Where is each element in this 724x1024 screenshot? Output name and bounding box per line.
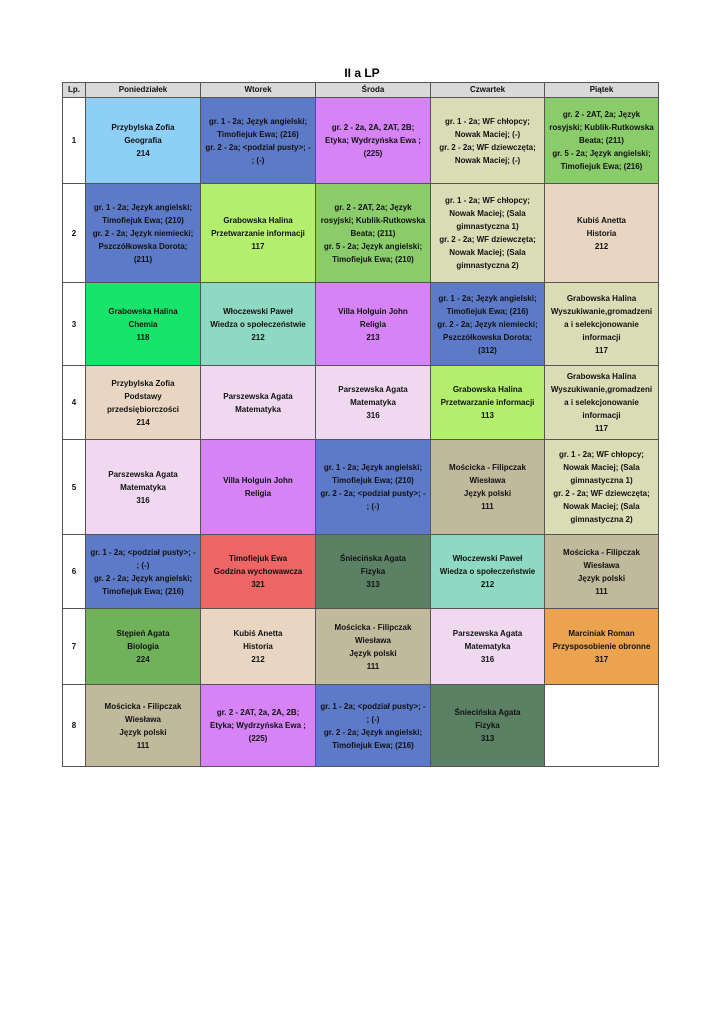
lesson-text: gimnastyczna 2) [570,515,633,524]
lesson-text: Język polski [463,489,512,498]
lesson-text: 117 [595,424,608,433]
lesson-text: gr. 1 - 2a; <podział pusty>; - [90,547,196,557]
lesson-text: Grabowska Halina [566,372,637,381]
lesson-cell-monday [86,535,201,609]
lesson-text: Marciniak Roman [568,629,635,638]
lesson-text: gr. 2 - 2a; <podział pusty>; - [205,142,311,152]
lesson-text: Matematyka [120,482,166,492]
lesson-row [63,535,659,609]
header-thursday: Czwartek [431,83,545,98]
lesson-cell-monday [86,609,201,685]
lesson-cell-monday [86,283,201,366]
lesson-text: gr. 2 - 2AT, 2a; Język [334,202,412,212]
lesson-cell-monday [86,440,201,535]
lesson-text: 212 [251,655,265,664]
lesson-number: 4 [63,366,86,440]
lesson-cell-thursday [431,609,545,685]
lesson-cell-wednesday [316,609,431,685]
header-monday: Poniedziałek [86,83,201,98]
lesson-text: Wiesława [469,476,506,485]
lesson-text: Fizyka [475,721,500,730]
lesson-text: Wiesława [125,714,161,724]
lesson-cell-tuesday [201,283,316,366]
lesson-text: Matematyka [464,642,511,651]
lesson-text: 118 [136,332,150,342]
lesson-text: gr. 2 - 2a; Język angielski; [93,573,193,583]
lesson-text: Timofiejuk Ewa; (216) [102,586,184,596]
header-tuesday: Wtorek [201,83,316,98]
lesson-text: Wiesława [355,635,391,645]
lesson-text: Geografia [124,136,162,145]
lesson-number: 1 [63,98,86,184]
lesson-text: Kubiś Anetta [233,629,283,638]
lesson-text: Villa Holguin John [223,476,293,485]
lesson-text: Język polski [577,573,626,583]
lesson-row [63,440,659,535]
lesson-cell-thursday [431,98,545,184]
lesson-text: Etyka; Wydrzyńska Ewa ; [210,721,306,730]
lesson-text: Parszewska Agata [223,391,293,401]
lesson-text: ; (-) [366,714,380,724]
lesson-text: Parszewska Agata [338,385,408,394]
lesson-cell-friday [545,366,659,440]
lesson-text: Etyka; Wydrzyńska Ewa ; [325,136,421,145]
lesson-cell-friday [545,184,659,283]
lesson-cell-monday [86,685,201,767]
lesson-cell-wednesday [316,366,431,440]
lesson-cell-thursday [431,184,545,283]
lesson-text: gimnastyczna 2) [456,261,519,270]
lesson-text: 316 [366,411,380,420]
lesson-text: ; (-) [136,560,150,570]
lesson-text: Mościcka - Filipczak [334,622,412,632]
lesson-text: rosyjski; Kublik-Rutkowska [320,215,426,225]
lesson-text: 317 [594,655,609,664]
lesson-text: Wiedza o społeczeństwie [439,567,536,576]
lesson-text: Timofiejuk Ewa; (216) [560,162,643,171]
lesson-text: 117 [251,241,265,251]
lesson-text: informacji [582,411,621,420]
lesson-text: Wyszukiwanie,gromadzeni [550,306,653,316]
lesson-number: 2 [63,184,86,283]
lesson-text: 111 [481,502,494,511]
lesson-text: gr. 2 - 2a; <podział pusty>; - [320,489,426,498]
lesson-text: przedsiębiorczości [106,404,180,414]
header-row [63,83,659,98]
lesson-text: ; (-) [251,155,265,165]
lesson-text: Historia [586,228,617,238]
lesson-text: 316 [136,495,150,505]
lesson-text: gr. 2 - 2a; WF dziewczęta; [439,142,536,152]
lesson-text: gr. 1 - 2a; Język angielski; [438,293,537,303]
lesson-text: Matematyka [235,404,281,414]
lesson-text: 213 [366,332,380,342]
lesson-cell-wednesday [316,98,431,184]
lesson-text: Timofiejuk Ewa; (216) [217,129,299,139]
lesson-text: gr. 2 - 2a; Język niemiecki; [437,319,538,329]
lesson-text: 313 [366,580,380,589]
lesson-text: Timofiejuk Ewa; (210) [332,254,414,264]
lesson-text: 316 [480,655,495,664]
lesson-text: Przetwarzanie informacji [211,228,305,238]
lesson-text: Wyszukiwanie,gromadzeni [550,385,653,394]
lesson-cell-tuesday [201,535,316,609]
lesson-text: informacji [582,332,621,342]
lesson-text: 212 [251,332,265,342]
lesson-text: a i selekcjonowanie [564,398,639,407]
lesson-text: Włoczewski Paweł [223,306,293,316]
lesson-text: Pszczółkowska Dorota; [98,241,188,251]
lesson-text: gr. 2 - 2AT, 2a; Język [562,110,641,119]
lesson-text: Religia [244,489,272,498]
lesson-text: Śniecińska Agata [340,554,406,563]
lesson-text: Timofiejuk Ewa [228,554,288,563]
lesson-text: Pszczółkowska Dorota; [443,332,532,342]
lesson-cell-tuesday [201,440,316,535]
lesson-text: Mościcka - Filipczak [104,701,182,711]
lesson-cell-monday [86,184,201,283]
header-friday: Piątek [545,83,659,98]
lesson-text: 111 [366,661,380,671]
lesson-row [63,283,659,366]
lesson-text: gr. 2 - 2a; WF dziewczęta; [553,489,650,498]
lesson-text: Włoczewski Paweł [452,554,523,563]
lesson-text: Religia [359,319,387,329]
lesson-text: Grabowska Halina [566,293,637,303]
lesson-cell-tuesday [201,609,316,685]
lesson-text: a i selekcjonowanie [564,319,639,329]
lesson-text: Parszewska Agata [452,629,523,638]
lesson-cell-friday [545,609,659,685]
lesson-text: Przetwarzanie informacji [440,398,535,407]
lesson-text: rosyjski; Kublik-Rutkowska [549,123,654,132]
lesson-number: 7 [63,609,86,685]
lesson-cell-friday [545,535,659,609]
lesson-text: Chemia [128,319,158,329]
lesson-text: Timofiejuk Ewa; (216) [332,740,414,750]
lesson-cell-wednesday [316,184,431,283]
lesson-text: Historia [243,642,273,651]
lesson-text: Przybylska Zofia [111,378,175,388]
lesson-text: Matematyka [350,398,396,407]
lesson-text: 224 [136,655,150,664]
lesson-text: Stępień Agata [116,629,170,638]
lesson-text: Wiedza o społeczeństwie [210,319,306,329]
lesson-cell-thursday [431,440,545,535]
lesson-text: gr. 2 - 2AT, 2a, 2A, 2B; [216,708,300,717]
lesson-text: Beata; (211) [350,228,396,238]
lesson-text: Nowak Maciej; (Sala [449,248,526,257]
lesson-cell-wednesday [316,440,431,535]
lesson-text: Grabowska Halina [223,215,293,225]
lesson-text: 113 [481,411,494,420]
lesson-text: gr. 2 - 2a; Język niemiecki; [92,228,194,238]
lesson-text: Kubiś Anetta [576,215,627,225]
page-title: II a LP [344,66,380,80]
lesson-text: Biologia [127,642,159,651]
lesson-number: 3 [63,283,86,366]
lesson-cell-friday [545,685,659,767]
lesson-text: (225) [248,734,268,743]
lesson-text: Przysposobienie obronne [552,642,651,651]
lesson-text: gr. 1 - 2a; WF chłopcy; [559,450,644,459]
lesson-text: Nowak Maciej; (Sala [449,209,526,218]
lesson-cell-thursday [431,685,545,767]
lesson-number: 8 [63,685,86,767]
lesson-text: gr. 1 - 2a; Język angielski; [208,116,308,126]
lesson-text: gr. 5 - 2a; Język angielski; [323,241,423,251]
lesson-cell-tuesday [201,184,316,283]
timetable [62,82,659,767]
lesson-row [63,184,659,283]
lesson-text: Podstawy [124,391,162,401]
lesson-text: gr. 1 - 2a; Język angielski; [323,463,423,472]
lesson-text: Beata; (211) [579,136,624,145]
lesson-text: Język polski [349,648,397,658]
lesson-text: 117 [595,345,608,355]
lesson-text: (211) [133,254,153,264]
lesson-cell-wednesday [316,535,431,609]
lesson-text: gimnastyczna 1) [570,476,633,485]
lesson-text: 214 [136,149,150,158]
lesson-text: (225) [363,149,383,158]
lesson-text: Język polski [119,727,167,737]
lesson-text: 212 [594,241,609,251]
lesson-text: Nowak Maciej; (Sala [563,463,640,472]
lesson-cell-tuesday [201,685,316,767]
lesson-text: gr. 2 - 2a; Język angielski; [323,727,423,737]
lesson-text: Nowak Maciej; (Sala [563,502,640,511]
lesson-text: 111 [595,586,608,596]
lesson-cell-thursday [431,366,545,440]
lesson-text: Śniecińska Agata [454,708,521,717]
lesson-cell-thursday [431,283,545,366]
lesson-cell-friday [545,98,659,184]
lesson-text: 212 [480,580,495,589]
lesson-text: Grabowska Halina [108,306,178,316]
lesson-text: Timofiejuk Ewa; (210) [102,215,184,225]
lesson-number: 5 [63,440,86,535]
lesson-cell-wednesday [316,685,431,767]
lesson-row [63,609,659,685]
lesson-cell-friday [545,283,659,366]
lesson-cell-friday [545,440,659,535]
lesson-text: Mościcka - Filipczak [449,463,526,472]
lesson-text: gr. 5 - 2a; Język angielski; [552,149,651,158]
lesson-number: 6 [63,535,86,609]
lesson-text: 313 [480,734,495,743]
lesson-text: gr. 2 - 2a; WF dziewczęta; [439,235,536,244]
lesson-text: 321 [251,580,265,589]
lesson-row [63,98,659,184]
lesson-cell-tuesday [201,98,316,184]
lesson-text: Nowak Maciej; (-) [454,155,521,165]
lesson-cell-thursday [431,535,545,609]
lesson-text: Timofiejuk Ewa; (210) [332,476,414,485]
lesson-text: Villa Holguin John [338,306,408,316]
lesson-text: 111 [136,740,150,750]
lesson-cell-wednesday [316,283,431,366]
lesson-text: Fizyka [360,567,386,576]
lesson-text: (312) [478,345,497,355]
lesson-row [63,685,659,767]
lesson-cell-monday [86,366,201,440]
lesson-text: gr. 1 - 2a; <podział pusty>; - [320,701,426,711]
lesson-text: Parszewska Agata [108,469,178,479]
lesson-cell-monday [86,98,201,184]
lesson-text: Nowak Maciej; (-) [454,129,521,139]
lesson-text: Timofiejuk Ewa; (216) [446,306,529,316]
lesson-text: gr. 1 - 2a; WF chłopcy; [445,116,530,126]
lesson-text: Godzina wychowawcza [213,567,303,576]
lesson-text: Grabowska Halina [452,385,523,394]
lesson-cell-tuesday [201,366,316,440]
lesson-text: ; (-) [366,502,380,511]
lesson-text: 214 [136,417,150,427]
lesson-row [63,366,659,440]
lesson-text: Mościcka - Filipczak [563,547,640,557]
header-wednesday: Środa [316,83,431,98]
header-lp: Lp. [63,83,86,98]
lesson-text: gimnastyczna 1) [456,222,519,231]
lesson-text: gr. 2 - 2a, 2A, 2AT, 2B; [331,123,415,132]
lesson-text: Przybylska Zofia [111,123,175,132]
lesson-text: gr. 1 - 2a; Język angielski; [93,202,193,212]
lesson-text: Wiesława [583,560,620,570]
lesson-text: gr. 1 - 2a; WF chłopcy; [445,196,530,205]
